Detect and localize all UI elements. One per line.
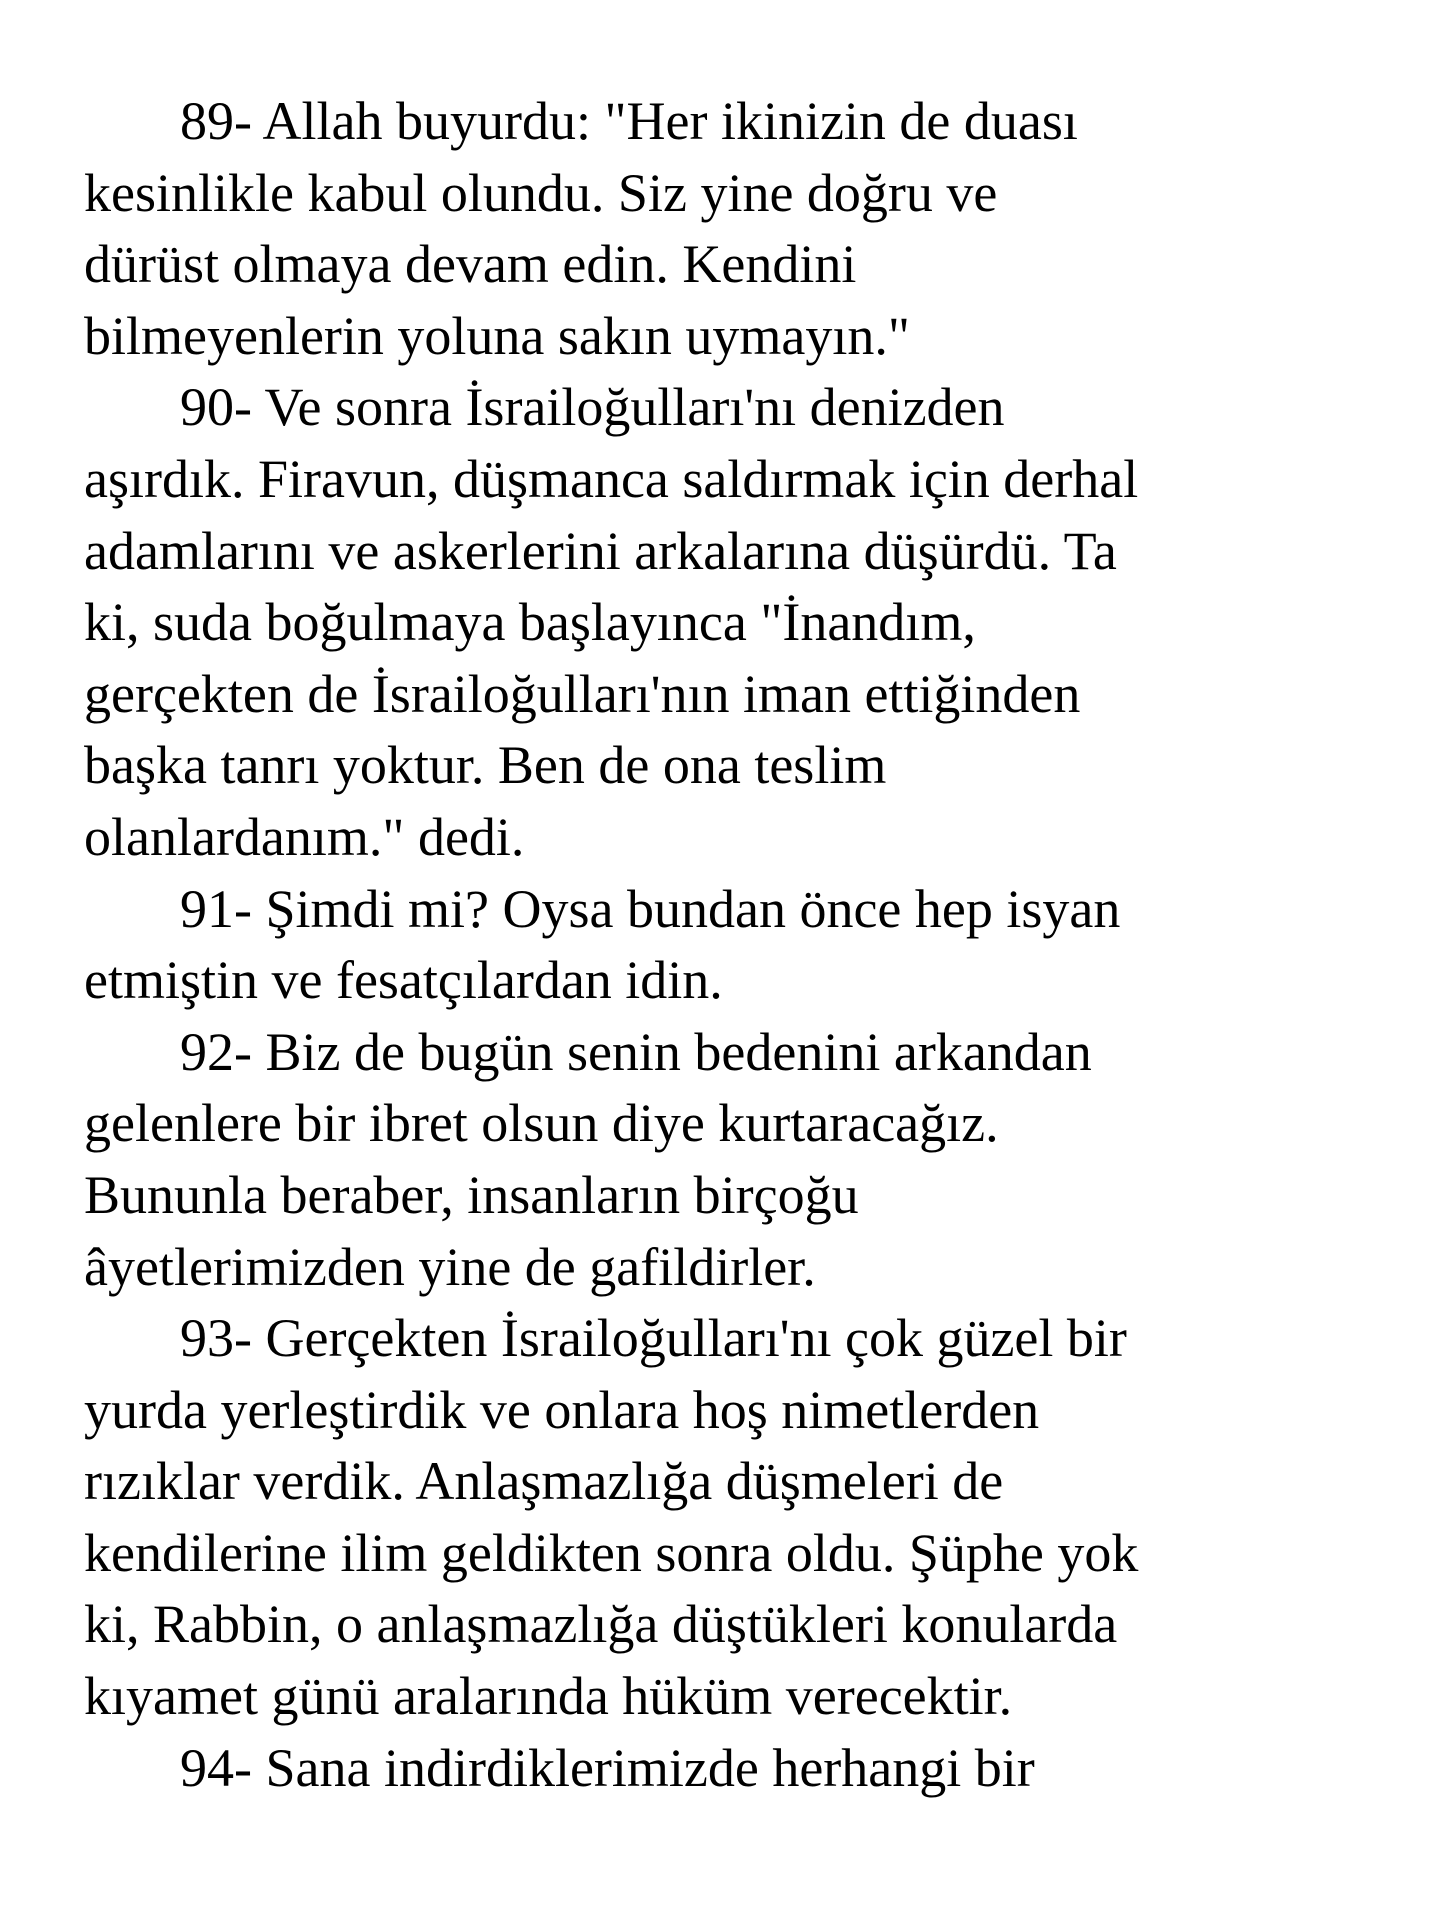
verse-92-line-1: 92- Biz de bugün senin bedenini arkandan bbox=[180, 1021, 1092, 1082]
document-page bbox=[84, 86, 1384, 1804]
verse-93-line-1: 93- Gerçekten İsrailoğulları'nı çok güzel bir bbox=[180, 1308, 1127, 1369]
verse-94-line-1: 94- Sana indirdiklerimizde herhangi bir bbox=[180, 1737, 1035, 1798]
verse-89-line-3: dürüst olmaya devam edin. Kendini bbox=[84, 234, 857, 295]
verse-91-line-2: etmiştin ve fesatçılardan idin. bbox=[84, 950, 723, 1011]
verse-93-line-5: ki, Rabbin, o anlaşmazlığa düştükleri konularda bbox=[84, 1594, 1118, 1655]
verse-90-line-1: 90- Ve sonra İsrailoğulları'nı denizden bbox=[180, 377, 1005, 438]
verse-90-line-2: aşırdık. Firavun, düşmanca saldırmak için derhal bbox=[84, 448, 1139, 509]
verse-90-line-7: olanlardanım." dedi. bbox=[84, 806, 525, 867]
verse-89-line-2: kesinlikle kabul olundu. Siz yine doğru ve bbox=[84, 162, 998, 223]
verse-93-line-2: yurda yerleştirdik ve onlara hoş nimetlerden bbox=[84, 1379, 1040, 1440]
verse-90-line-3: adamlarını ve askerlerini arkalarına düşürdü. Ta bbox=[84, 520, 1117, 581]
verse-93-line-6: kıyamet günü aralarında hüküm verecektir. bbox=[84, 1666, 1013, 1727]
verse-89-line-1: 89- Allah buyurdu: "Her ikinizin de duası bbox=[180, 91, 1078, 151]
verse-92-line-4: âyetlerimizden yine de gafildirler. bbox=[84, 1236, 816, 1297]
verse-93-line-4: kendilerine ilim geldikten sonra oldu. Şüphe yok bbox=[84, 1522, 1139, 1583]
verse-90-line-5: gerçekten de İsrailoğulları'nın iman ettiğinden bbox=[84, 663, 1081, 724]
verse-92-line-3: Bununla beraber, insanların birçoğu bbox=[84, 1164, 859, 1225]
verse-90-line-6: başka tanrı yoktur. Ben de ona teslim bbox=[84, 735, 887, 796]
verse-92-line-2: gelenlere bir ibret olsun diye kurtaracağız. bbox=[84, 1093, 999, 1154]
verse-90-line-4: ki, suda boğulmaya başlayınca "İnandım, bbox=[84, 592, 976, 653]
verse-89-line-4: bilmeyenlerin yoluna sakın uymayın." bbox=[84, 305, 910, 366]
verse-91-line-1: 91- Şimdi mi? Oysa bundan önce hep isyan bbox=[180, 878, 1121, 939]
verse-93-line-3: rızıklar verdik. Anlaşmazlığa düşmeleri de bbox=[84, 1451, 1004, 1512]
